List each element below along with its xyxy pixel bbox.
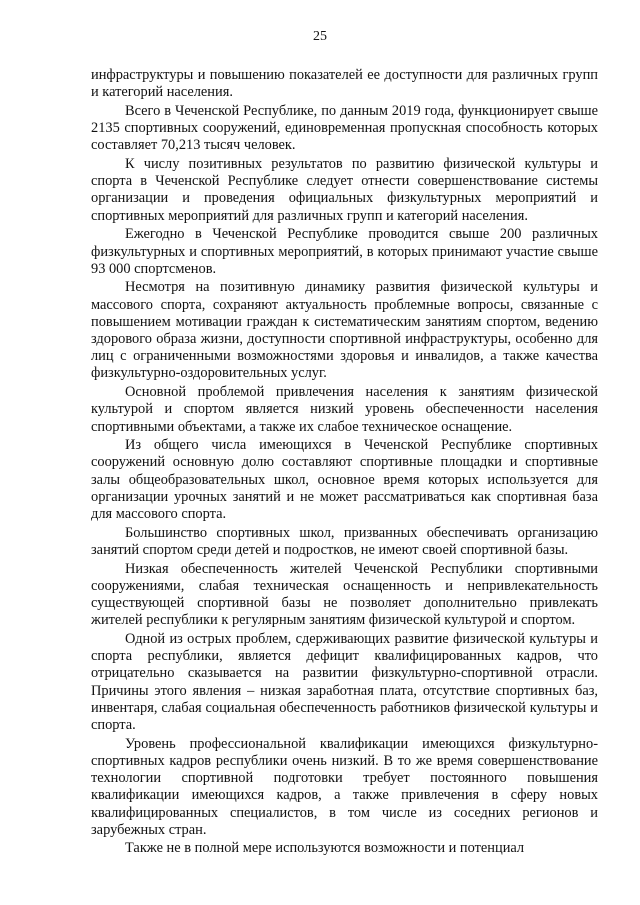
paragraph-annual-events: Ежегодно в Чеченской Республике проводится свыше 200 различных физкультурных и спортивных мероприятий, в которых принимают участие свыше 93 000 спортсменов. [91,226,598,277]
paragraph-continuation: инфраструктуры и повышению показателей ее доступности для различных групп и категорий населения. [91,67,598,101]
paragraph-positive-results: К числу позитивных результатов по развитию физической культуры и спорта в Чеченской Республике следует отнести совершенствование системы организации и проведения официальных физкультурных мероприятий и спортивных мероприятий для различных групп и категорий населения. [91,156,598,224]
paragraph-low-provision: Низкая обеспеченность жителей Чеченской Республики спортивными сооружениями, слабая техническая оснащенность и непривлекательность существующей спортивной базы не позволяет дополнительно привлекать жителей республики к регулярным занятиям физической культурой и спортом. [91,560,598,629]
paragraph-qualification-level: Уровень профессиональной квалификации имеющихся физкультурно-спортивных кадров республики очень низкий. В то же время совершенствование технологии спортивной подготовки требует постоянного повышения квалификации имеющихся кадров, а также привлечения в сферу новых квалифицированных специалистов, в том числе из соседних регионов и зарубежных стран. [91,735,598,838]
paragraph-school-facilities: Из общего числа имеющихся в Чеченской Республике спортивных сооружений основную долю составляют спортивные площадки и спортивные залы общеобразовательных школ, основное время которых используется для организации урочных занятий и не может рассматриваться как спортивная база для массового спорта. [91,437,598,523]
document-body [91,67,598,859]
paragraph-problem-issues: Несмотря на позитивную динамику развития физической культуры и массового спорта, сохраняют актуальность проблемные вопросы, связанные с повышением мотивации граждан к систематическим занятиям спортом, ведению здорового образа жизни, доступности спортивной инфраструктуры, особенно для лиц с ограниченными возможностями здоровья и инвалидов, а также качества физкультурно-оздоровительных услуг. [91,279,598,382]
page-number: 25 [313,29,327,44]
paragraph-staff-shortage: Одной из острых проблем, сдерживающих развитие физической культуры и спорта республики, является дефицит квалифицированных кадров, что отрицательно сказывается на развитии физкультурно-спортивной отрасли. Причины этого явления – низкая заработная плата, отсутствие спортивных баз, инвентаря, слабая социальная обеспеченность работников физической культуры и спорта. [91,631,598,734]
paragraph-sports-facilities-count: Всего в Чеченской Республике, по данным 2019 года, функционирует свыше 2135 спортивных сооружений, единовременная пропускная способность которых составляет 70,213 тысяч человек. [91,102,598,154]
paragraph-sports-schools: Большинство спортивных школ, призванных обеспечивать организацию занятий спортом среди детей и подростков, не имеют своей спортивной базы. [91,524,598,558]
paragraph-potential: Также не в полной мере используются возможности и потенциал [125,840,525,857]
paragraph-main-problem: Основной проблемой привлечения населения к занятиям физической культурой и спортом является низкий уровень обеспеченности населения спортивными объектами, а также их слабое техническое оснащение. [91,384,598,435]
